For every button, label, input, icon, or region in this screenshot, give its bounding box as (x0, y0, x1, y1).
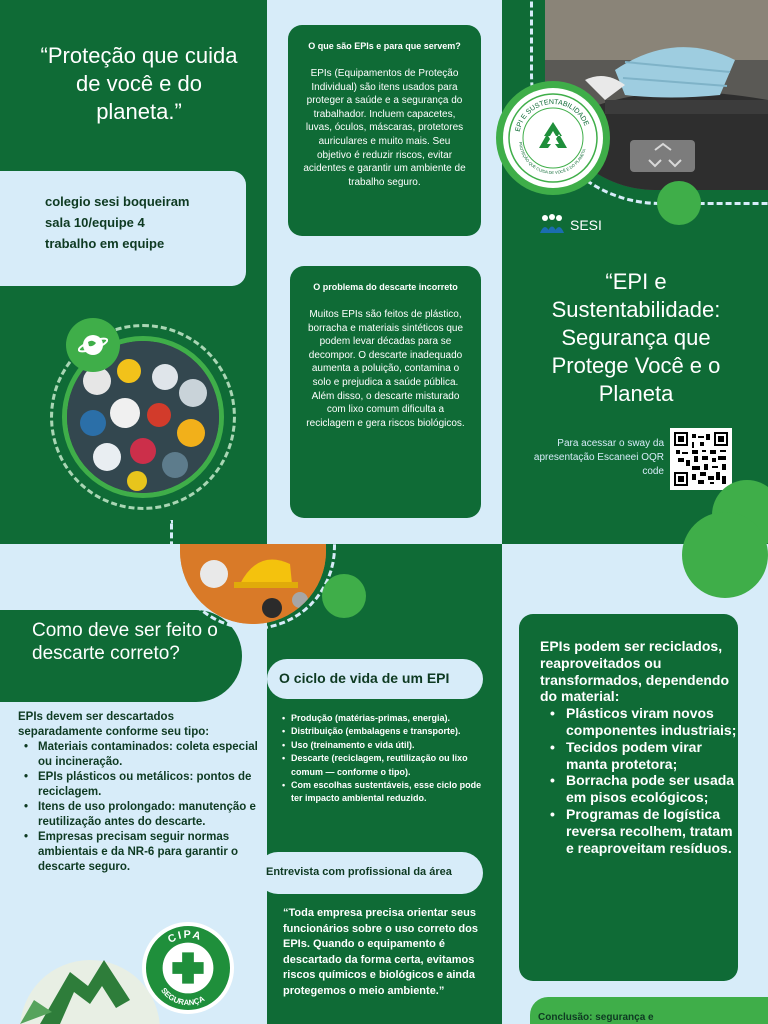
list-item: • Plásticos viram novos componentes industriais; (540, 705, 738, 739)
recycling-card (519, 614, 738, 981)
interview-quote: “Toda empresa precisa orientar seus funcionários sobre o uso correto dos EPIs. Quando o equipamento é descartado da forma certa, evitamos riscos químicos e biológicos e ainda protegemos o meio ambiente.” (283, 907, 478, 997)
cover-quote: “Proteção que cuida de você e do planeta.” (40, 43, 238, 124)
sesi-label: SESI (570, 217, 602, 233)
list-item: • Itens de uso prolongado: manutenção e reutilização antes do descarte. (18, 800, 258, 830)
cipa-top-label: CIPA (165, 928, 204, 946)
recycling-intro: EPIs podem ser reciclados, reaproveitados ou transformados, dependendo do material: (540, 638, 730, 705)
team-work: trabalho em equipe (45, 236, 165, 251)
list-item: • Com escolhas sustentáveis, esse ciclo pode ter impacto ambiental reduzido. (281, 779, 495, 806)
list-item: • Tecidos podem virar manta protetora; (540, 739, 738, 773)
seal-subtext: PROTEÇÃO QUE CUIDA DE VOCÊ E DO PLANETA (518, 141, 587, 175)
cipa-badge (142, 922, 234, 1014)
class-team: sala 10/equipe 4 (45, 215, 145, 230)
disposal-problem-heading: O problema do descarte incorreto (313, 282, 458, 292)
list-item: • Uso (treinamento e vida útil). (281, 739, 495, 752)
conclusion-banner (530, 997, 768, 1024)
seal-text: EPI E SUSTENTABILIDADE (514, 98, 590, 133)
sustainability-seal (496, 81, 610, 195)
school-info-card (0, 171, 246, 286)
svg-text:PROTEÇÃO QUE CUIDA DE VOCÊ E D (518, 142, 587, 175)
conclusion-text: Conclusão: segurança e (538, 1012, 654, 1023)
interview-heading: Entrevista com profissional da área (257, 852, 483, 894)
decor-dot (322, 574, 366, 618)
disposal-intro: EPIs devem ser descartados separadamente conforme seu tipo: (18, 711, 210, 738)
list-item: • EPIs plásticos ou metálicos: pontos de reciclagem. (18, 770, 258, 800)
sesi-logo (538, 213, 602, 237)
cipa-bottom-label: SEGURANÇA (159, 985, 207, 1008)
qr-instructions: Para acessar o sway da apresentação Escaneei OQR code (533, 438, 664, 477)
decor-dot (657, 181, 701, 225)
list-item: • Materiais contaminados: coleta especial ou incineração. (18, 740, 258, 770)
what-are-epis-heading: O que são EPIs e para que servem? (308, 41, 461, 51)
qr-code[interactable] (670, 428, 732, 490)
what-are-epis-text: EPIs (Equipamentos de Proteção Individual) são itens usados para proteger a saúde e a segurança do trabalhador. Incluem capacetes, luvas, óculos, máscaras, protetores auriculares e muito mais. Seu objetivo é reduzir riscos, evitar acidentes e garantir um ambiente de trabalho seguro. (303, 68, 466, 188)
lifecycle-list (281, 712, 495, 806)
school-name: colegio sesi boqueiram (45, 194, 190, 209)
list-item: • Borracha pode ser usada em pisos ecológicos; (540, 772, 738, 806)
sesi-people-icon (538, 213, 566, 237)
what-are-epis-card (288, 25, 481, 236)
globe-icon (66, 318, 120, 372)
decor-dot-large (682, 512, 768, 598)
list-item: • Empresas precisam seguir normas ambientais e da NR-6 para garantir o descarte seguro. (18, 830, 258, 875)
list-item: • Distribuição (embalagens e transporte). (281, 725, 495, 738)
disposal-problem-text: Muitos EPIs são feitos de plástico, borracha e materiais sintéticos que podem levar décadas para se decompor. O descarte inadequado aumenta a poluição, contamina o solo e prejudica a saúde pública. Além disso, o descarte misturado com lixo comum dificulta a reciclagem e gera riscos biológicos. (306, 309, 465, 429)
list-item: • Produção (matérias-primas, energia). (281, 712, 495, 725)
list-item: • Programas de logística reversa recolhem, tratam e reaproveitam resíduos. (540, 806, 738, 856)
list-item: • Descarte (reciclagem, reutilização ou lixo comum — conforme o tipo). (281, 752, 495, 779)
lifecycle-heading: O ciclo de vida de um EPI (267, 659, 483, 699)
disposal-heading: Como deve ser feito o descarte correto? (0, 610, 242, 702)
disposal-problem-card (290, 266, 481, 518)
disposal-text (18, 710, 258, 875)
brochure-title: “EPI e Sustentabilidade: Segurança que Protege Você e o Planeta (551, 269, 721, 406)
